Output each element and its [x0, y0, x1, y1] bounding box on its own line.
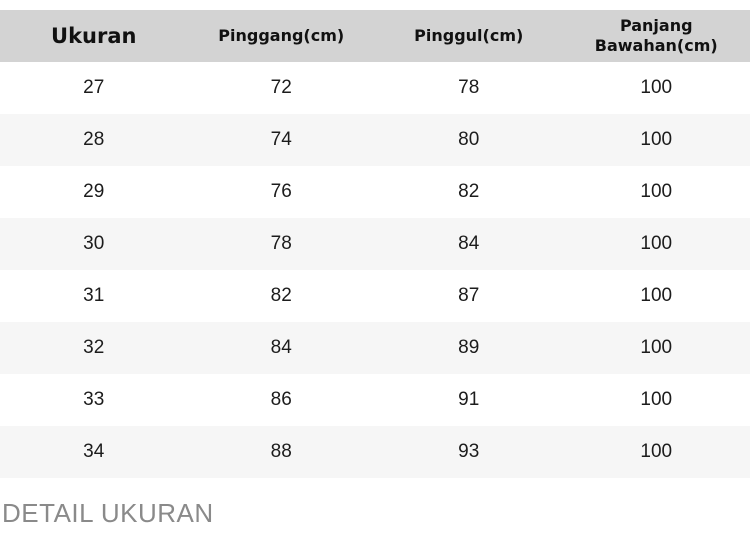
cell-panjang: 100 [563, 374, 750, 426]
cell-ukuran: 34 [0, 426, 188, 478]
header-row [0, 10, 750, 62]
size-chart-body [0, 62, 750, 478]
table-row [0, 322, 750, 374]
cell-pinggul: 89 [375, 322, 563, 374]
cell-panjang: 100 [563, 322, 750, 374]
cell-ukuran: 29 [0, 166, 188, 218]
cell-pinggang: 78 [188, 218, 376, 270]
cell-pinggul: 78 [375, 62, 563, 114]
cell-ukuran: 30 [0, 218, 188, 270]
cell-panjang: 100 [563, 166, 750, 218]
size-chart-table [0, 10, 750, 478]
table-row [0, 166, 750, 218]
detail-ukuran-caption: DETAIL UKURAN [2, 498, 214, 528]
cell-pinggang: 88 [188, 426, 376, 478]
cell-pinggul: 82 [375, 166, 563, 218]
column-header-ukuran: Ukuran [0, 10, 188, 62]
table-row [0, 426, 750, 478]
column-header-panjang-bawahan: Panjang Bawahan(cm) [563, 10, 750, 62]
cell-panjang: 100 [563, 270, 750, 322]
size-chart-page [0, 10, 750, 550]
cell-pinggang: 82 [188, 270, 376, 322]
cell-pinggang: 84 [188, 322, 376, 374]
cell-ukuran: 33 [0, 374, 188, 426]
table-row [0, 270, 750, 322]
table-row [0, 114, 750, 166]
size-chart-header [0, 10, 750, 62]
cell-pinggul: 91 [375, 374, 563, 426]
column-header-pinggul: Pinggul(cm) [375, 10, 563, 62]
cell-panjang: 100 [563, 426, 750, 478]
cell-ukuran: 31 [0, 270, 188, 322]
cell-pinggul: 84 [375, 218, 563, 270]
cell-pinggul: 93 [375, 426, 563, 478]
table-row [0, 62, 750, 114]
column-header-pinggang: Pinggang(cm) [188, 10, 376, 62]
table-row [0, 374, 750, 426]
cell-pinggul: 87 [375, 270, 563, 322]
cell-ukuran: 28 [0, 114, 188, 166]
cell-panjang: 100 [563, 62, 750, 114]
cell-panjang: 100 [563, 218, 750, 270]
cell-pinggang: 72 [188, 62, 376, 114]
cell-pinggang: 76 [188, 166, 376, 218]
cell-panjang: 100 [563, 114, 750, 166]
cell-pinggang: 74 [188, 114, 376, 166]
table-row [0, 218, 750, 270]
cell-pinggang: 86 [188, 374, 376, 426]
cell-ukuran: 27 [0, 62, 188, 114]
cell-ukuran: 32 [0, 322, 188, 374]
cell-pinggul: 80 [375, 114, 563, 166]
